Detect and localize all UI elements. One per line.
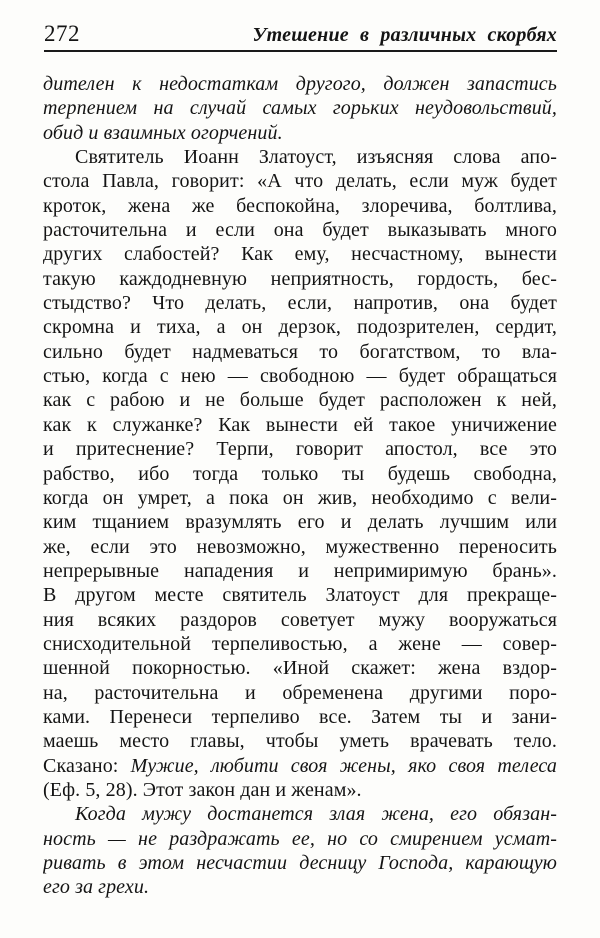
- text-segment: обид и взаимных огорчений.: [43, 121, 283, 144]
- text-line: [43, 267, 557, 291]
- text-line: [43, 145, 557, 169]
- text-segment: шенной покорностью. «Иной скажет: жена вздор-: [43, 657, 557, 680]
- text-segment: стыдство? Что делать, если, напротив, она будет: [43, 292, 557, 315]
- text-segment: ность — не раздражать ее, но со смирением усмат-: [43, 827, 557, 850]
- text-line: [43, 364, 557, 388]
- text-line: [43, 705, 557, 729]
- text-segment: стола Павла, говорит: «А что делать, если муж будет: [43, 170, 557, 193]
- text-segment: Когда мужу достанется злая жена, его обязан-: [75, 803, 557, 826]
- text-segment: дителен к недостаткам другого, должен запастись: [43, 73, 557, 95]
- text-line: [43, 315, 557, 339]
- text-segment: же, если это невозможно, мужественно переносить: [43, 535, 557, 558]
- paragraph: [43, 72, 557, 145]
- text-segment: его за грехи.: [43, 876, 150, 899]
- text-line: [43, 510, 557, 534]
- text-segment: кроток, жена же беспокойна, злоречива, болтлива,: [43, 194, 557, 217]
- text-line: [43, 242, 557, 266]
- text-line: [43, 218, 557, 242]
- text-segment: других слабостей? Как ему, несчастному, вынести: [43, 243, 557, 266]
- text-segment: снисходительной терпеливостью, а жене — совер-: [43, 632, 557, 655]
- text-segment: Святитель Иоанн Златоуст, изъясняя слова апо-: [75, 146, 557, 169]
- text-line: [43, 96, 557, 120]
- text-segment: и притеснение? Терпи, говорит апостол, все это: [43, 438, 557, 461]
- running-title: Утешение в различных скорбях: [252, 24, 557, 46]
- text-segment: ривать в этом несчастии десницу Господа, карающую: [43, 852, 557, 874]
- text-line: [43, 778, 557, 802]
- text-segment: непрерывные нападения и непримиримую брань».: [43, 559, 557, 582]
- text-line: [43, 559, 557, 583]
- text-segment: (Еф. 5, 28). Этот закон дан и женам».: [43, 778, 362, 801]
- text-line: [43, 72, 557, 96]
- paragraph: [43, 802, 557, 899]
- text-segment: Сказано:: [43, 754, 131, 777]
- text-line: [43, 681, 557, 705]
- text-line: [43, 413, 557, 437]
- text-line: [43, 194, 557, 218]
- text-line: [43, 169, 557, 193]
- text-segment: как к служанке? Как вынести ей такое уничижение: [43, 413, 557, 436]
- text-line: [43, 851, 557, 875]
- text-line: [43, 437, 557, 461]
- header-rule: [44, 50, 557, 52]
- text-segment: когда он умрет, а пока он жив, необходимо с вели-: [43, 486, 557, 509]
- text-segment: ками. Перенеси терпеливо все. Затем ты и зани-: [43, 705, 557, 728]
- text-line: [43, 340, 557, 364]
- text-line: [43, 462, 557, 486]
- text-line: [43, 535, 557, 559]
- text-line: [43, 729, 557, 753]
- page-header: [44, 21, 557, 47]
- text-segment: стью, когда с нею — свободною — будет обращаться: [43, 365, 557, 388]
- text-segment: ния всяких раздоров советует мужу вооружаться: [43, 608, 557, 631]
- paragraph: [43, 145, 557, 802]
- text-segment: рабство, ибо тогда только ты будешь свободна,: [43, 462, 557, 485]
- text-segment: терпением на случай самых горьких неудовольствий,: [43, 97, 557, 120]
- text-line: [43, 121, 557, 145]
- text-line: [43, 827, 557, 851]
- text-line: [43, 608, 557, 632]
- text-line: [43, 656, 557, 680]
- text-segment: такую каждодневную неприятность, гордость, бес-: [43, 267, 557, 290]
- text-segment: скромна и тиха, а он дерзок, подозрителен, сердит,: [43, 316, 557, 339]
- text-segment: ким тщанием вразумлять его и делать лучшим или: [43, 511, 557, 534]
- scripture-quote: Мужие, любити своя жены, яко своя телеса: [130, 754, 557, 777]
- text-line: [43, 875, 557, 899]
- text-line: [43, 388, 557, 412]
- text-line: [43, 632, 557, 656]
- text-segment: В другом месте святитель Златоуст для прекраще-: [43, 584, 557, 607]
- text-segment: как с рабою и не больше будет расположен к ней,: [43, 389, 557, 412]
- text-segment: на, расточительна и обременена другими поро-: [43, 681, 557, 704]
- page-number: 272: [44, 21, 80, 46]
- text-line: [43, 486, 557, 510]
- text-line: [43, 291, 557, 315]
- text-line: [43, 802, 557, 826]
- text-segment: расточительна и если она будет выказывать много: [43, 219, 557, 242]
- text-line: [43, 754, 557, 778]
- text-segment: сильно будет надмеваться то богатством, то вла-: [43, 340, 557, 363]
- text-segment: маешь место главы, чтобы уметь врачевать тело.: [43, 730, 557, 753]
- page-body: [43, 72, 557, 900]
- text-line: [43, 583, 557, 607]
